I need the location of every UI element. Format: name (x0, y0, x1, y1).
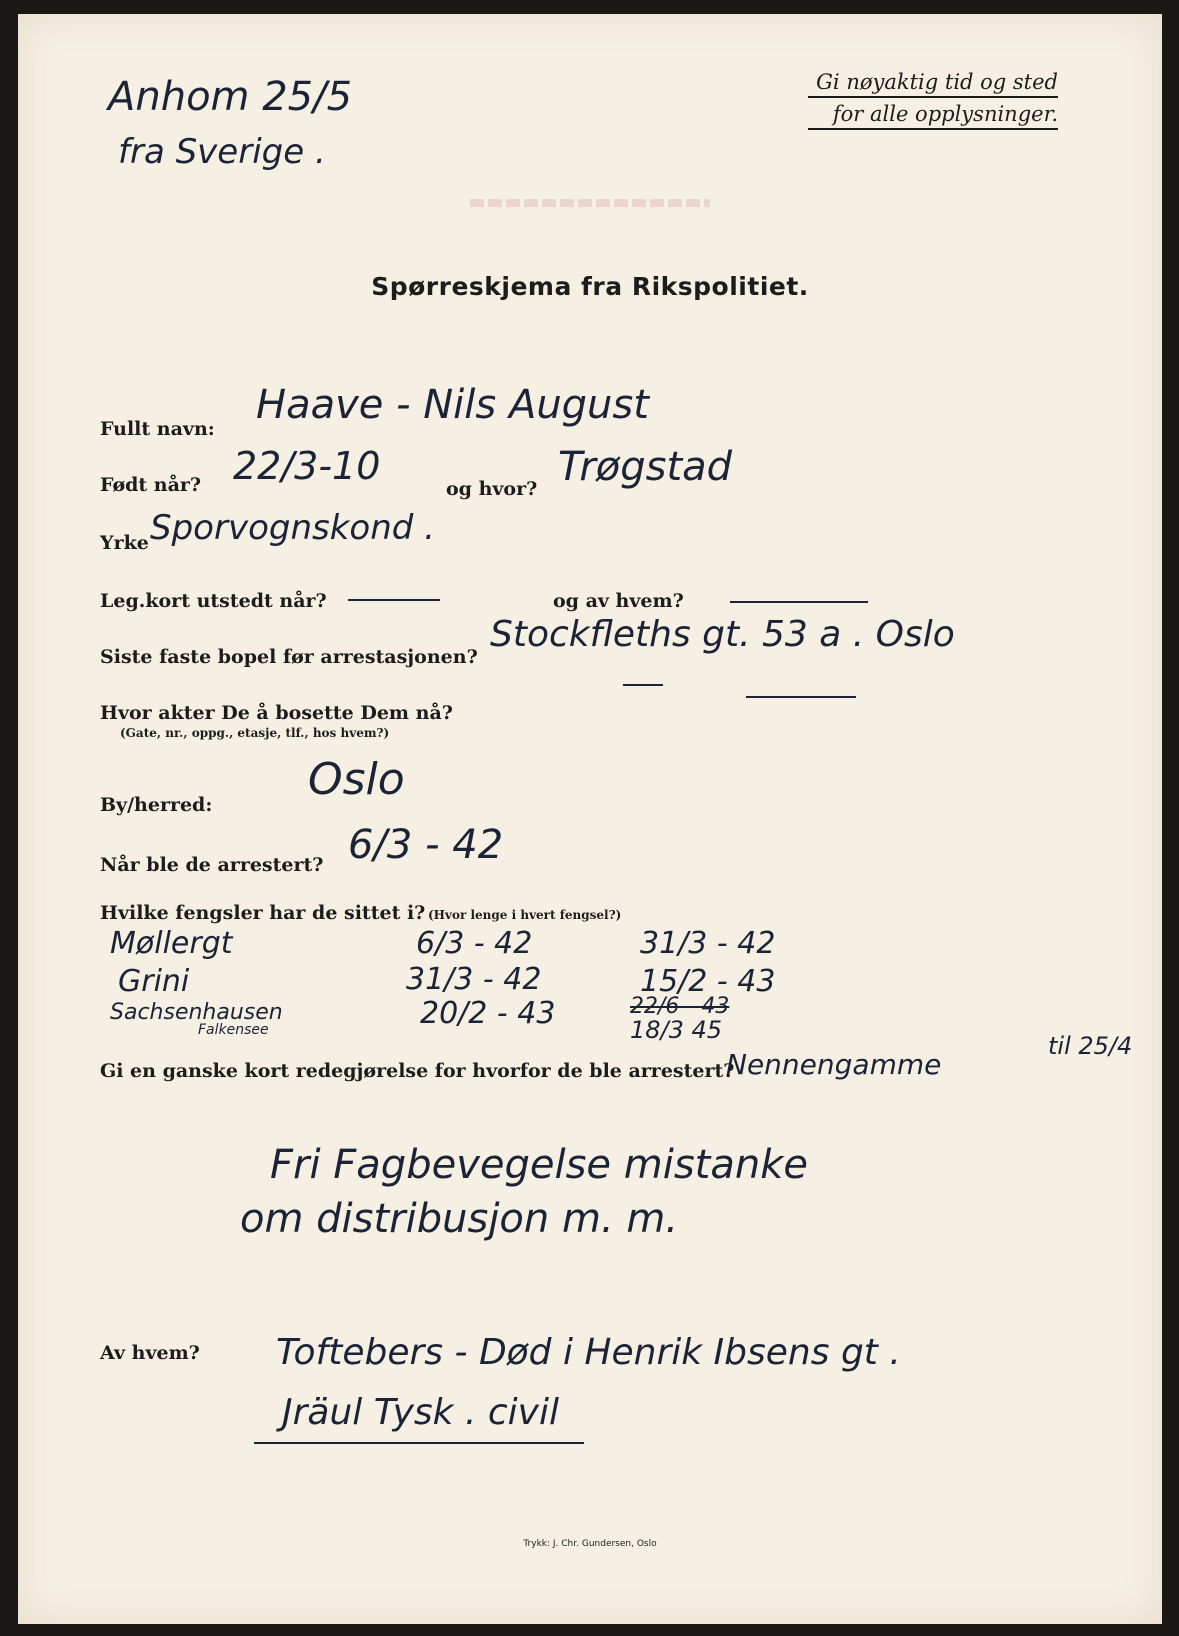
handwritten-note-line-2: fra Sverige . (118, 132, 326, 172)
value-born-where: Trøgstad (558, 444, 733, 490)
sublabel-prisons: (Hvor lenge i hvert fengsel?) (428, 908, 622, 922)
label-id-issued-by: og av hvem? (553, 590, 684, 612)
value-last-residence: Stockfleths gt. 53 a . Oslo (490, 614, 955, 655)
notice-line-2: for alle opplysninger. (808, 98, 1058, 130)
printer-credit: Trykk: J. Chr. Gundersen, Oslo (523, 1539, 657, 1549)
label-full-name: Fullt navn: (100, 418, 215, 440)
value-occupation: Sporvognskond . (150, 508, 435, 548)
prison-row-1-to: 31/3 - 42 (640, 926, 776, 961)
value-reason-inline: Nennengamme (726, 1048, 942, 1081)
value-born-when: 22/3-10 (233, 444, 381, 488)
handwritten-note-line-1: Anhom 25/5 (108, 74, 353, 120)
prison-row-2-to: 15/2 - 43 (640, 964, 776, 999)
prison-row-2-name: Grini (118, 964, 190, 999)
notice-line-1: Gi nøyaktig tid og sted (808, 66, 1058, 98)
label-reason: Gi en ganske kort redegjørelse for hvorfor de ble arrestert? (100, 1060, 735, 1082)
value-by-whom-line-1: Toftebers - Død i Henrik Ibsens gt . (276, 1332, 901, 1373)
label-last-residence: Siste faste bopel før arrestasjonen? (100, 646, 478, 668)
blank-id-issued-by (730, 601, 868, 603)
value-municipality: Oslo (308, 754, 405, 805)
label-by-whom: Av hvem? (100, 1342, 200, 1364)
value-by-whom-line-2: Jräul Tysk . civil (282, 1392, 559, 1433)
page-title: Spørreskjema fra Rikspolitiet. (371, 272, 809, 301)
value-reason-line-1: Fri Fagbevegelse mistanke (270, 1142, 808, 1188)
notice-box (808, 66, 1058, 130)
value-reason-line-2: om distribusjon m. m. (240, 1196, 679, 1242)
label-arrested-when: Når ble de arrestert? (100, 854, 324, 876)
sublabel-settle-where: (Gate, nr., oppg., etasje, tlf., hos hvem?) (120, 726, 390, 740)
prison-row-3-from: 20/2 - 43 (420, 996, 556, 1031)
label-born-where: og hvor? (446, 478, 538, 500)
underline-last-residence-1 (623, 684, 663, 686)
prison-row-1-name: Møllergt (110, 926, 233, 961)
label-municipality: By/herred: (100, 794, 213, 816)
underline-last-residence-2 (746, 696, 856, 698)
underline-by-whom (254, 1442, 584, 1444)
label-id-issued-when: Leg.kort utstedt når? (100, 590, 327, 612)
prison-row-3-to: 18/3 45 (630, 1016, 723, 1044)
prison-row-3-name: Sachsenhausen (110, 1000, 283, 1025)
blank-id-issued-when (348, 599, 440, 601)
label-occupation: Yrke (100, 532, 149, 554)
faded-stamp (470, 199, 710, 207)
label-settle-where: Hvor akter De å bosette Dem nå? (100, 702, 453, 724)
prison-row-1-from: 6/3 - 42 (416, 926, 533, 961)
label-born-when: Født når? (100, 474, 202, 496)
prison-row-3-to-struck: 22/6 - 43 (630, 994, 730, 1019)
value-reason-note: til 25/4 (1048, 1032, 1133, 1060)
prison-row-3-sub: Falkensee (198, 1022, 269, 1038)
label-prisons: Hvilke fengsler har de sittet i? (100, 902, 426, 924)
form-sheet (18, 14, 1162, 1624)
value-arrested-when: 6/3 - 42 (348, 822, 504, 868)
value-full-name: Haave - Nils August (256, 382, 649, 428)
prison-row-2-from: 31/3 - 42 (406, 962, 542, 997)
